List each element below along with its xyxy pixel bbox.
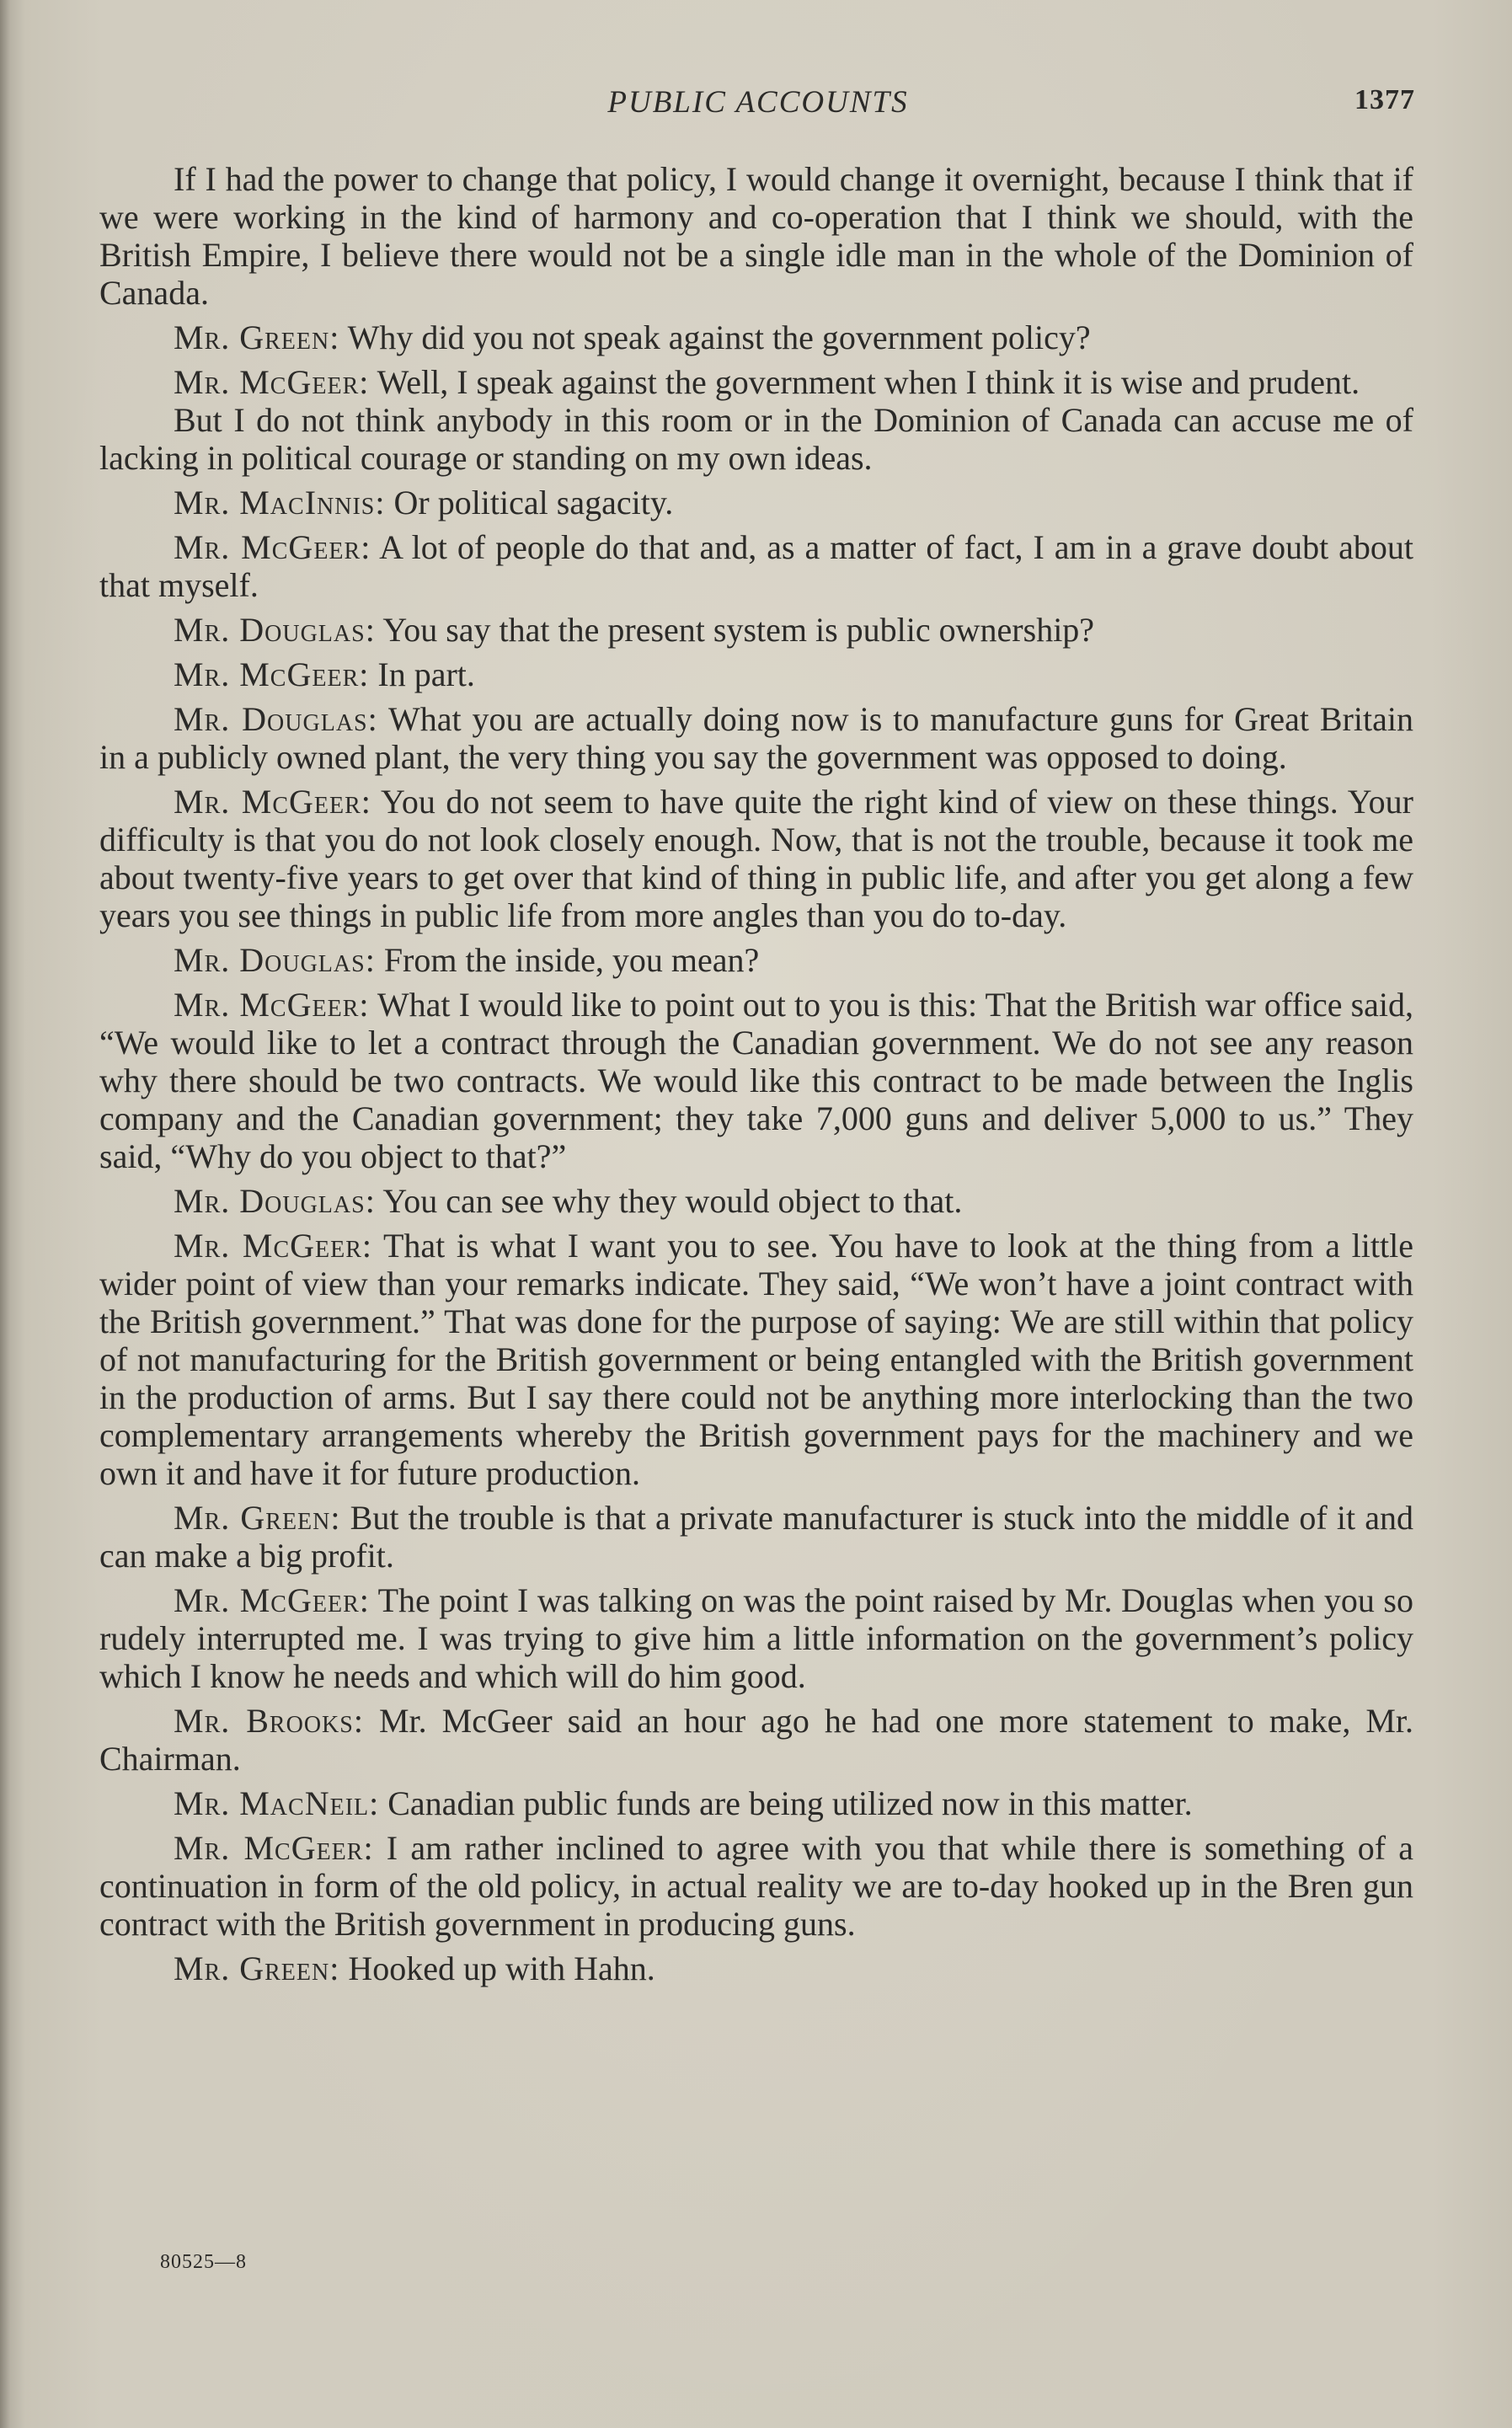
speaker-name: Mr. Green: (174, 1499, 341, 1537)
paragraph (99, 528, 1413, 604)
paragraph-text: That is what I want you to see. You have to look at the thing from a little wider point of view than your remarks indicate. They said, “We won’t have a joint contract with the British government.” That was done for the purpose of saying: We are still within that policy of not manufacturing for the British government or being entangled with the British government in the production of arms. But I say there could not be anything more interlocking than the two complementary arrangements whereby the British government pays for the machinery and we own it and have it for future production. (99, 1227, 1414, 1492)
speaker-name: Mr. McGeer: (174, 1581, 370, 1619)
speaker-name: Mr. MacInnis: (174, 484, 386, 521)
paragraph (99, 1784, 1413, 1822)
speaker-name: Mr. MacNeil: (174, 1784, 380, 1822)
paragraph-text: A lot of people do that and, as a matter of fact, I am in a grave doubt about that myself. (99, 528, 1413, 604)
paragraph-text: You do not seem to have quite the right kind of view on these things. Your difficulty is that you do not look closely enough. Now, that is not the trouble, because it took me about twenty-five years to get over that kind of thing in public life, and after you get along a few years you see things in public life from more angles than you do to-day. (99, 783, 1413, 934)
speaker-name: Mr. Douglas: (174, 1182, 376, 1220)
speaker-name: Mr. Douglas: (174, 941, 376, 979)
speaker-name: Mr. Douglas: (174, 611, 376, 649)
paragraph (99, 986, 1413, 1175)
paragraph-text: Well, I speak against the government when I think it is wise and prudent. (377, 363, 1360, 401)
paragraph-text: Canadian public funds are being utilized now in this matter. (387, 1784, 1193, 1822)
speaker-name: Mr. McGeer: (174, 655, 370, 693)
paragraph (99, 655, 1413, 693)
paragraph-text: But the trouble is that a private manufacturer is stuck into the middle of it and can make a big profit. (99, 1499, 1414, 1575)
speaker-name: Mr. Brooks: (174, 1702, 364, 1740)
speaker-name: Mr. Douglas: (174, 700, 378, 738)
paragraph-text: If I had the power to change that policy, I would change it overnight, because I think that if we were working in the kind of harmony and co-operation that I think we should, with the British Empire, I believe there would not be a single idle man in the whole of the Dominion of Canada. (99, 160, 1413, 312)
paragraph-text: From the inside, you mean? (383, 941, 760, 979)
body-text (99, 160, 1413, 1994)
paragraph-text: Hooked up with Hahn. (348, 1949, 655, 1987)
paragraph (99, 1581, 1413, 1695)
paragraph (99, 611, 1413, 649)
paragraph (99, 484, 1413, 521)
paragraph-text: Why did you not speak against the government policy? (347, 318, 1091, 356)
paragraph (99, 941, 1413, 979)
paragraph (99, 1949, 1413, 1987)
paragraph-text: Mr. McGeer said an hour ago he had one more statement to make, Mr. Chairman. (99, 1702, 1414, 1778)
paragraph (99, 1227, 1413, 1492)
running-header (101, 84, 1415, 126)
paragraph-text: The point I was talking on was the point raised by Mr. Douglas when you so rudely interrupted me. I was trying to give him a little information on the government’s policy which I know he needs and which will do him good. (99, 1581, 1413, 1695)
speaker-name: Mr. McGeer: (174, 528, 371, 566)
running-title: PUBLIC ACCOUNTS (607, 85, 909, 120)
paragraph-text: In part. (377, 655, 475, 693)
paragraph-text: What I would like to point out to you is this: That the British war office said, “We would like to let a contract through the Canadian government. We do not see any reason why there should be two contracts. We would like this contract to be made between the Inglis company and the Canadian government; they take 7,000 guns and deliver 5,000 to us.” They said, “Why do you object to that?” (99, 986, 1413, 1175)
speaker-name: Mr. Green: (174, 1949, 340, 1987)
paragraph-text: But I do not think anybody in this room or in the Dominion of Canada can accuse me of lacking in political courage or standing on my own ideas. (99, 401, 1413, 477)
paragraph-text: Or political sagacity. (393, 484, 674, 521)
paragraph-text: What you are actually doing now is to manufacture guns for Great Britain in a publicly owned plant, the very thing you say the government was opposed to doing. (99, 700, 1413, 776)
paragraph (99, 363, 1413, 401)
paragraph (99, 1499, 1413, 1575)
speaker-name: Mr. McGeer: (174, 363, 370, 401)
paragraph (99, 401, 1413, 477)
speaker-name: Mr. McGeer: (174, 783, 371, 821)
speaker-name: Mr. McGeer: (174, 1829, 374, 1867)
speaker-name: Mr. McGeer: (174, 986, 370, 1024)
speaker-name: Mr. Green: (174, 318, 340, 356)
paragraph (99, 1182, 1413, 1220)
paragraph-text: You can see why they would object to that. (382, 1182, 963, 1220)
paragraph-text: I am rather inclined to agree with you that while there is something of a continuation in form of the old policy, in actual reality we are to-day hooked up in the Bren gun contract with the British government in producing guns. (99, 1829, 1414, 1943)
speaker-name: Mr. McGeer: (174, 1227, 373, 1265)
paragraph (99, 160, 1413, 312)
paragraph (99, 1702, 1413, 1778)
paragraph (99, 1829, 1413, 1943)
paragraph (99, 700, 1413, 776)
page-number: 1377 (1354, 84, 1415, 115)
paragraph (99, 783, 1413, 934)
paragraph (99, 318, 1413, 356)
paragraph-text: You say that the present system is public ownership? (382, 611, 1095, 649)
printer-code: 80525—8 (160, 2251, 247, 2273)
